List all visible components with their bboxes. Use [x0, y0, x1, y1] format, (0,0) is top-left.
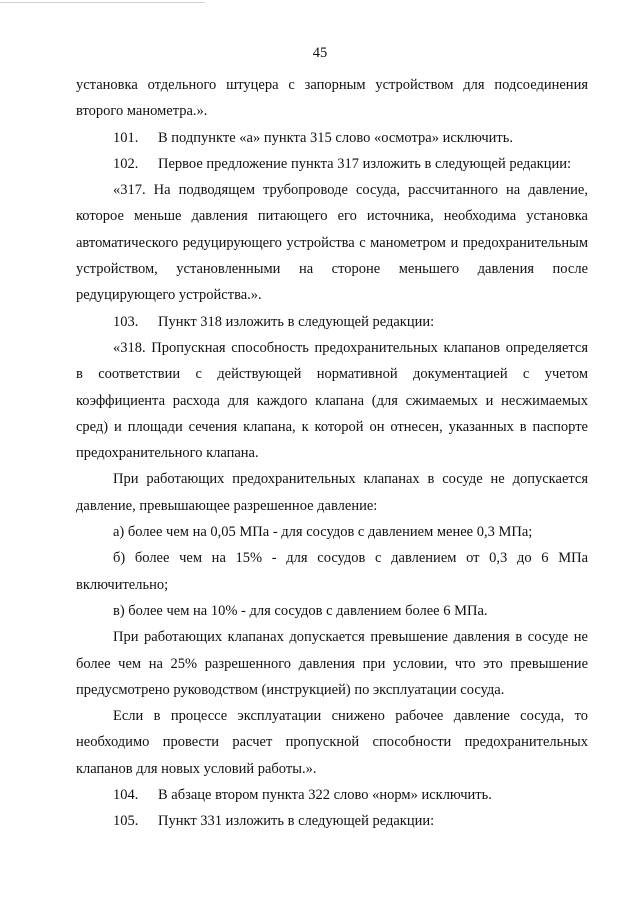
paragraph-list-b: [76, 545, 588, 598]
paragraph-quote-318: [76, 335, 588, 466]
scan-edge-line: [0, 2, 205, 3]
paragraph-text: Если в процессе эксплуатации снижено рабочее давление сосуда, то необходимо провести расчет пропускной способности предохранительных клапанов для новых условий работы.».: [76, 708, 588, 777]
paragraph-continuation: [76, 72, 588, 125]
paragraph-text: «317. На подводящем трубопроводе сосуда, рассчитанного на давление, которое меньше давления питающего его источника, необходима установка автоматического редуцирующего устройства с манометром и предохранительным устройством, установленными на стороне меньшего давления после редуцирующего устройства.».: [76, 182, 588, 304]
paragraph-item-104: [76, 782, 588, 808]
paragraph-text: «318. Пропускная способность предохранительных клапанов определяется в соответствии с действующей нормативной документацией с учетом коэффициента расхода для каждого клапана (для сжимаемых и несжимаемых сред) и площади сечения клапана, к которой он отнесен, указанных в паспорте предохранительного клапана.: [76, 339, 588, 462]
paragraph-text: При работающих клапанах допускается превышение давления в сосуде не более чем на 25% разрешенного давления при условии, что это превышение предусмотрено руководством (инструкцией) по эксплуатации сосуда.: [76, 629, 588, 698]
paragraph-pressure-limit: [76, 466, 588, 519]
paragraph-text: В подпункте «а» пункта 315 слово «осмотра» исключить.: [158, 129, 513, 146]
paragraph-text: Пункт 318 изложить в следующей редакции:: [158, 313, 435, 330]
page-number: 45: [312, 45, 328, 61]
item-number: 101.: [113, 129, 139, 146]
paragraph-item-103: [76, 309, 588, 335]
item-number: 105.: [113, 813, 139, 830]
paragraph-text: В абзаце втором пункта 322 слово «норм» исключить.: [158, 787, 492, 804]
paragraph-item-105: [76, 808, 588, 834]
paragraph-item-102: [76, 151, 588, 177]
paragraph-excess-allowed: [76, 624, 588, 703]
paragraph-text: в) более чем на 10% - для сосудов с давлением более 6 МПа.: [113, 602, 488, 619]
document-body: [76, 72, 588, 835]
item-number: 102.: [113, 155, 139, 172]
paragraph-text: б) более чем на 15% - для сосудов с давлением от 0,3 до 6 МПа включительно;: [76, 550, 588, 593]
paragraph-text: а) более чем на 0,05 МПа - для сосудов с давлением менее 0,3 МПа;: [113, 524, 533, 541]
paragraph-list-a: [76, 519, 588, 545]
item-number: 104.: [113, 787, 139, 804]
paragraph-text: При работающих предохранительных клапанах в сосуде не допускается давление, превышающее разрешенное давление:: [76, 471, 588, 514]
item-number: 103.: [113, 313, 139, 330]
paragraph-text: Пункт 331 изложить в следующей редакции:: [158, 813, 435, 830]
paragraph-quote-317: [76, 177, 588, 308]
paragraph-item-101: [76, 125, 588, 151]
paragraph-list-c: [76, 598, 588, 624]
paragraph-recalculation: [76, 703, 588, 782]
paragraph-text: Первое предложение пункта 317 изложить в следующей редакции:: [158, 155, 572, 172]
paragraph-text: установка отдельного штуцера с запорным устройством для подсоединения второго манометра.».: [76, 77, 588, 120]
